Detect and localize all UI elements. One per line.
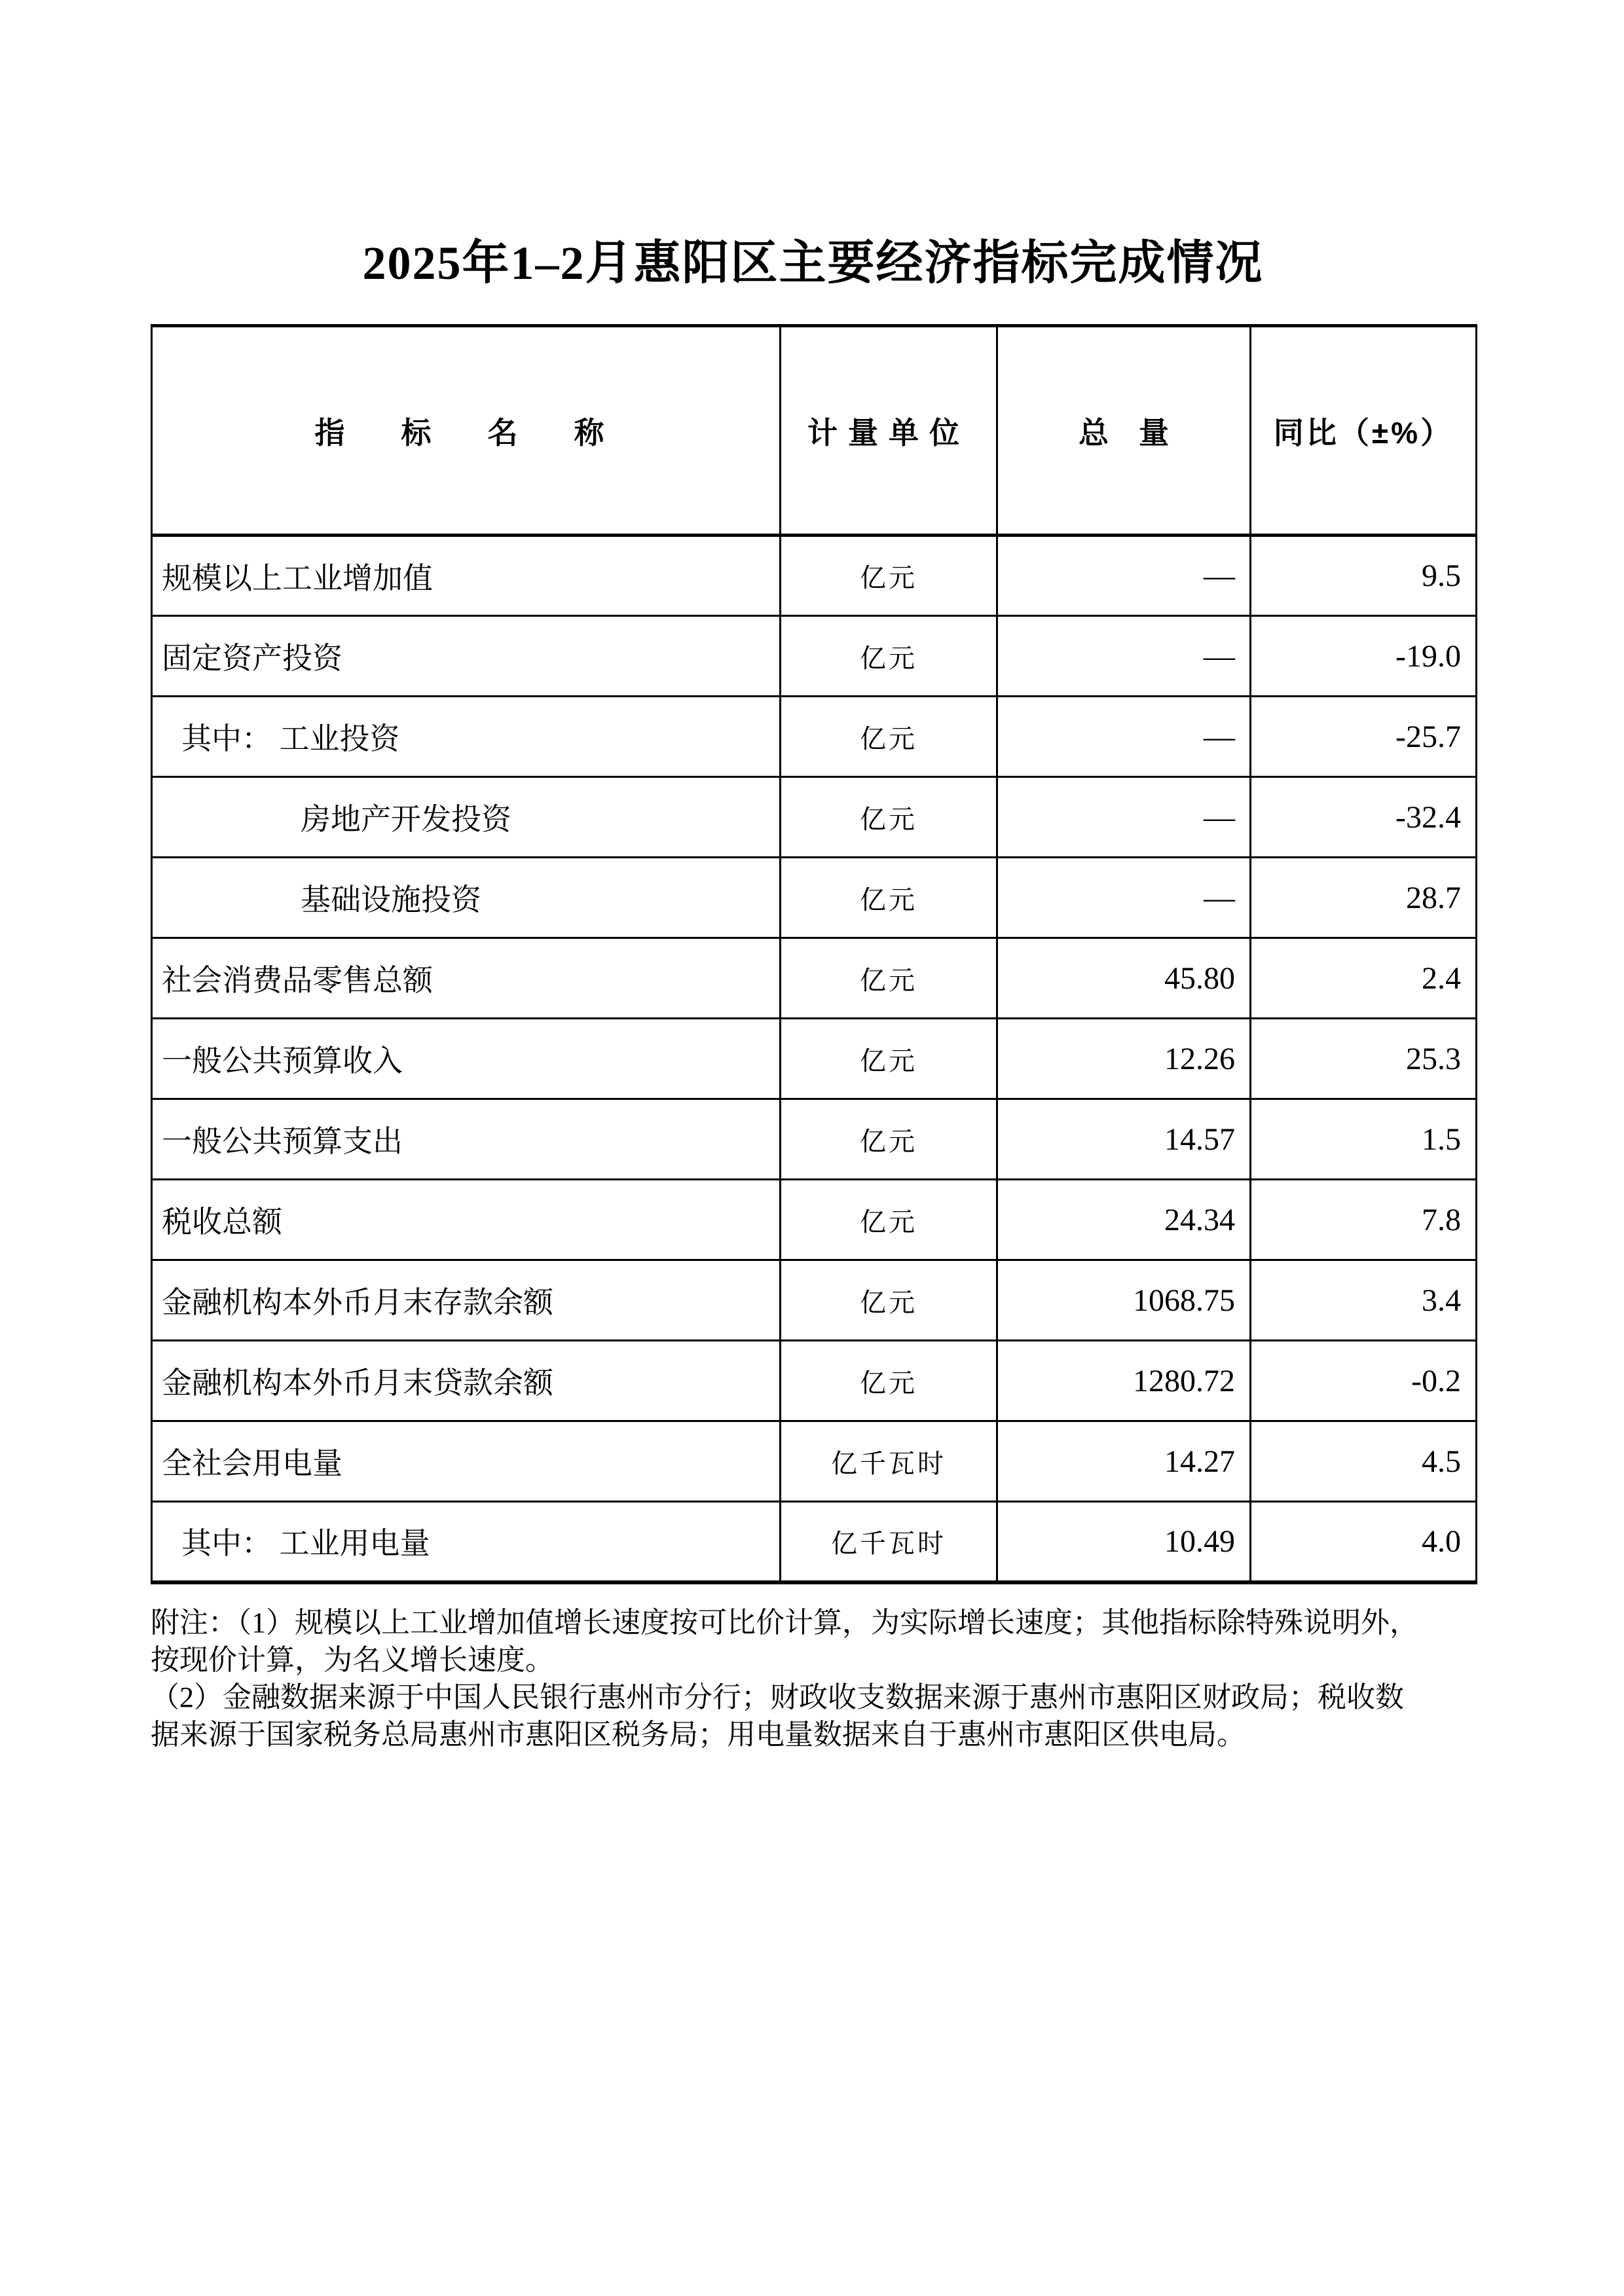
total-value-cell: 14.57 xyxy=(997,1099,1251,1180)
yoy-value-cell: 7.8 xyxy=(1251,1180,1477,1260)
yoy-value-cell: 25.3 xyxy=(1251,1019,1477,1099)
indicator-name-cell: 全社会用电量 xyxy=(152,1421,781,1502)
col-header-total: 总 量 xyxy=(997,326,1251,536)
unit-cell: 亿元 xyxy=(781,858,997,938)
yoy-value-cell: 28.7 xyxy=(1251,858,1477,938)
indicator-name-cell: 其中： 工业用电量 xyxy=(152,1502,781,1582)
yoy-value-cell: 4.0 xyxy=(1251,1502,1477,1582)
indicator-name-cell: 金融机构本外币月末存款余额 xyxy=(152,1260,781,1341)
indicator-name-cell: 固定资产投资 xyxy=(152,616,781,697)
table-row xyxy=(152,1099,1477,1180)
indicator-name-cell: 社会消费品零售总额 xyxy=(152,938,781,1019)
table-row xyxy=(152,616,1477,697)
yoy-value-cell: 2.4 xyxy=(1251,938,1477,1019)
unit-cell: 亿元 xyxy=(781,1341,997,1421)
economic-indicators-table xyxy=(151,324,1477,1584)
total-value-cell: 10.49 xyxy=(997,1502,1251,1582)
col-header-unit: 计量单位 xyxy=(781,326,997,536)
table-row xyxy=(152,1341,1477,1421)
yoy-value-cell: 1.5 xyxy=(1251,1099,1477,1180)
total-value-cell: 1280.72 xyxy=(997,1341,1251,1421)
indicator-name-cell: 房地产开发投资 xyxy=(152,777,781,858)
unit-cell: 亿元 xyxy=(781,536,997,616)
indicator-name-cell: 一般公共预算收入 xyxy=(152,1019,781,1099)
yoy-value-cell: -25.7 xyxy=(1251,697,1477,777)
table-row xyxy=(152,777,1477,858)
table-header-row xyxy=(152,326,1477,536)
table-row xyxy=(152,938,1477,1019)
indicator-name-cell: 税收总额 xyxy=(152,1180,781,1260)
notes-paragraph-1: 附注：（1）规模以上工业增加值增长速度按可比价计算，为实际增长速度；其他指标除特殊说明外，按现价计算，为名义增长速度。 xyxy=(151,1607,1418,1676)
table-row xyxy=(152,1260,1477,1341)
total-value-cell: 45.80 xyxy=(997,938,1251,1019)
yoy-value-cell: -19.0 xyxy=(1251,616,1477,697)
indicator-name-cell: 一般公共预算支出 xyxy=(152,1099,781,1180)
indicator-name-cell: 其中： 工业投资 xyxy=(152,697,781,777)
indicator-name-cell: 金融机构本外币月末贷款余额 xyxy=(152,1341,781,1421)
unit-cell: 亿元 xyxy=(781,777,997,858)
total-value-cell: — xyxy=(997,616,1251,697)
unit-cell: 亿千瓦时 xyxy=(781,1421,997,1502)
unit-cell: 亿元 xyxy=(781,616,997,697)
table-row xyxy=(152,1502,1477,1582)
yoy-value-cell: -32.4 xyxy=(1251,777,1477,858)
yoy-value-cell: 3.4 xyxy=(1251,1260,1477,1341)
table-row xyxy=(152,1421,1477,1502)
unit-cell: 亿千瓦时 xyxy=(781,1502,997,1582)
table-row xyxy=(152,697,1477,777)
total-value-cell: 1068.75 xyxy=(997,1260,1251,1341)
col-header-indicator-name: 指 标 名 称 xyxy=(152,326,781,536)
col-header-yoy: 同比（±%） xyxy=(1251,326,1477,536)
total-value-cell: — xyxy=(997,858,1251,938)
unit-cell: 亿元 xyxy=(781,1099,997,1180)
table-row xyxy=(152,858,1477,938)
total-value-cell: — xyxy=(997,536,1251,616)
notes-paragraph-2: （2）金融数据来源于中国人民银行惠州市分行；财政收支数据来源于惠州市惠阳区财政局；税收数据来源于国家税务总局惠州市惠阳区税务局；用电量数据来自于惠州市惠阳区供电局。 xyxy=(151,1681,1404,1751)
footnotes xyxy=(151,1604,1421,1753)
unit-cell: 亿元 xyxy=(781,1019,997,1099)
yoy-value-cell: 9.5 xyxy=(1251,536,1477,616)
unit-cell: 亿元 xyxy=(781,697,997,777)
table-row xyxy=(152,1019,1477,1099)
yoy-value-cell: -0.2 xyxy=(1251,1341,1477,1421)
indicator-name-cell: 规模以上工业增加值 xyxy=(152,536,781,616)
total-value-cell: — xyxy=(997,697,1251,777)
indicator-name-cell: 基础设施投资 xyxy=(152,858,781,938)
total-value-cell: 14.27 xyxy=(997,1421,1251,1502)
table-row xyxy=(152,536,1477,616)
table-row xyxy=(152,1180,1477,1260)
total-value-cell: 24.34 xyxy=(997,1180,1251,1260)
total-value-cell: — xyxy=(997,777,1251,858)
yoy-value-cell: 4.5 xyxy=(1251,1421,1477,1502)
unit-cell: 亿元 xyxy=(781,1260,997,1341)
total-value-cell: 12.26 xyxy=(997,1019,1251,1099)
unit-cell: 亿元 xyxy=(781,938,997,1019)
unit-cell: 亿元 xyxy=(781,1180,997,1260)
page-title: 2025年1–2月惠阳区主要经济指标完成情况 xyxy=(362,237,1264,289)
